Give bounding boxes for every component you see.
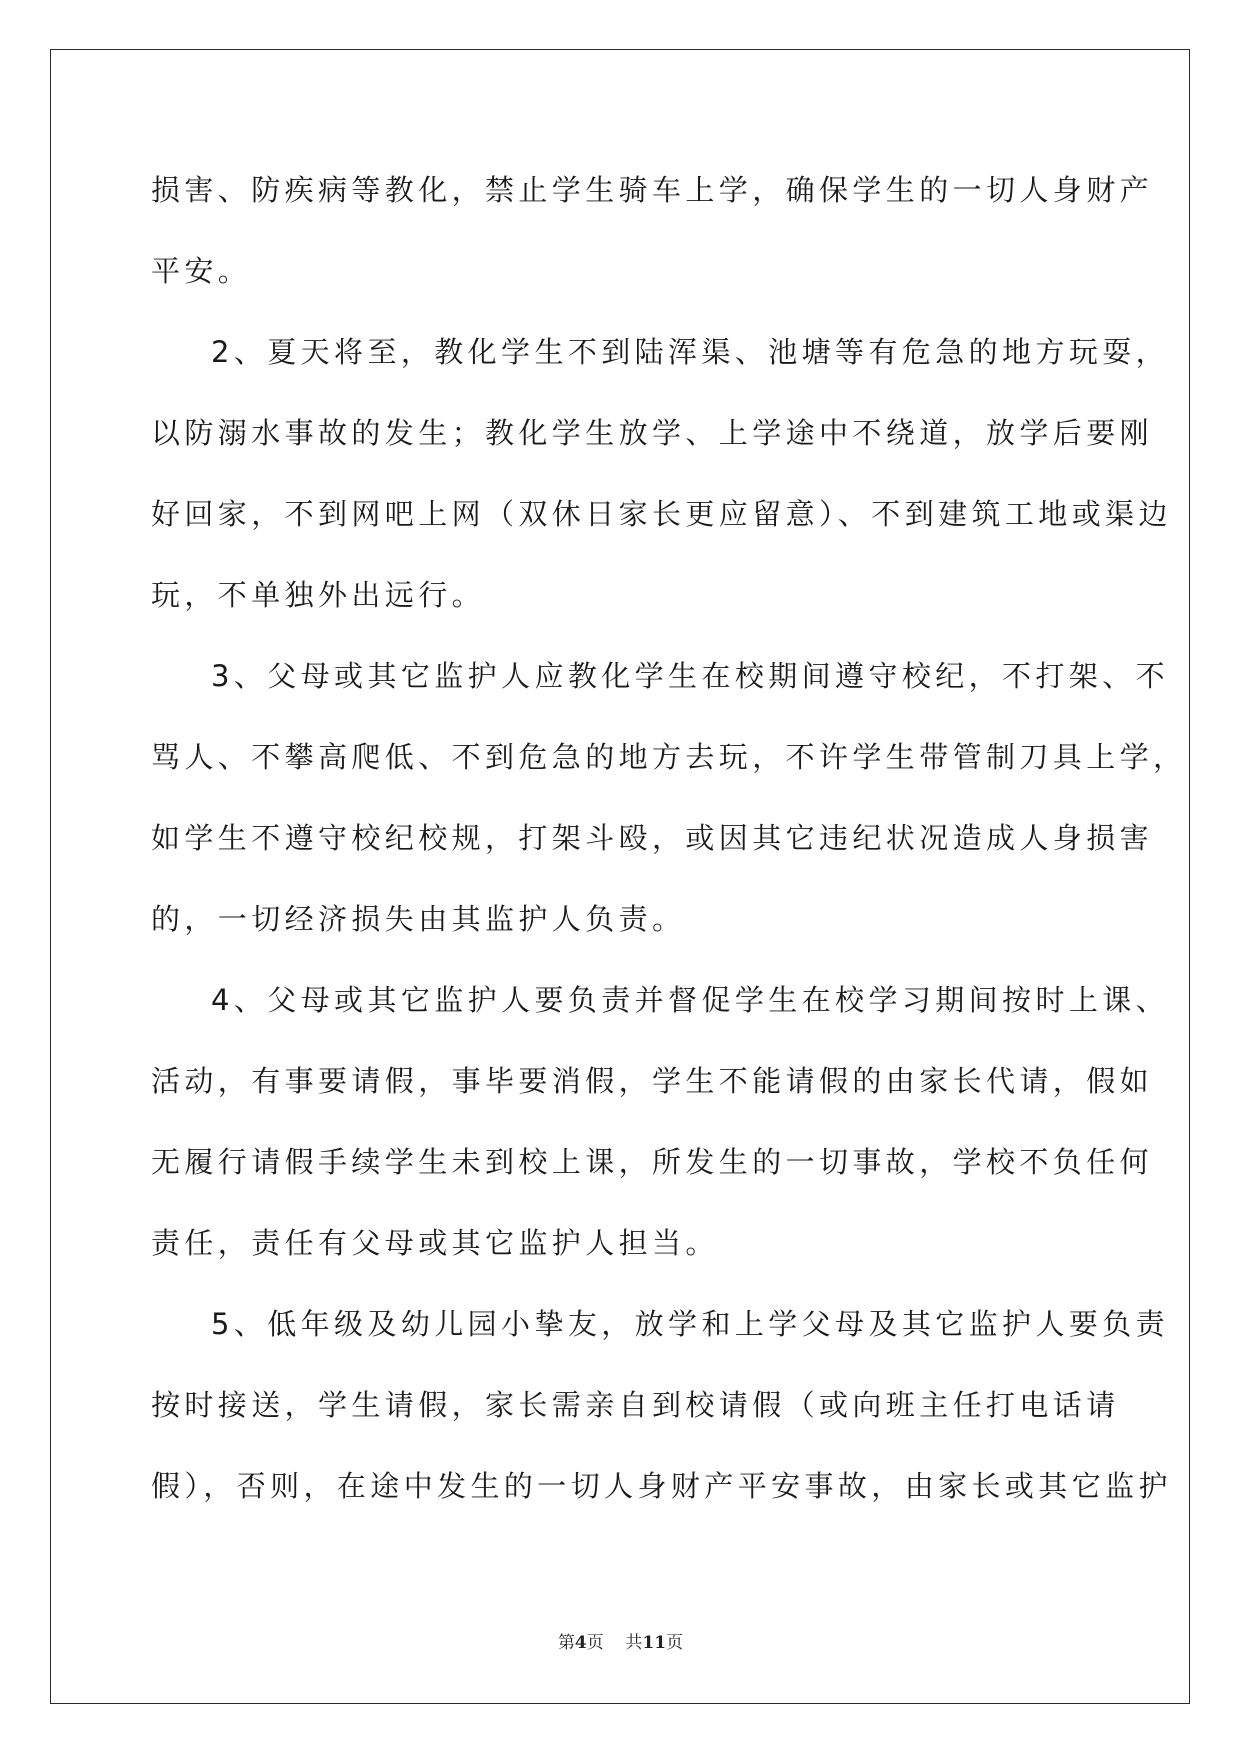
text-line: 玩，不单独外出远行。 — [151, 578, 486, 612]
footer-total-pages: 11 — [642, 1633, 667, 1653]
text-line: 的，一切经济损失由其监护人负责。 — [151, 902, 686, 936]
text-line: 5、低年级及幼儿园小挚友，放学和上学父母及其它监护人要负责 — [211, 1307, 1170, 1341]
text-line: 3、父母或其它监护人应教化学生在校期间遵守校纪，不打架、不 — [211, 659, 1170, 693]
text-line: 2、夏天将至，教化学生不到陆浑渠、池塘等有危急的地方玩耍， — [211, 335, 1170, 369]
text-line: 责任，责任有父母或其它监护人担当。 — [151, 1226, 719, 1260]
text-line: 按时接送，学生请假，家长需亲自到校请假（或向班主任打电话请 — [151, 1388, 1120, 1422]
text-line: 假），否则，在途中发生的一切人身财产平安事故，由家长或其它监护 — [151, 1469, 1172, 1503]
text-line: 损害、防疾病等教化，禁止学生骑车上学，确保学生的一切人身财产 — [151, 173, 1154, 207]
text-line: 以防溺水事故的发生；教化学生放学、上学途中不绕道，放学后要刚 — [151, 416, 1154, 450]
text-line: 好回家，不到网吧上网（双休日家长更应留意）、不到建筑工地或渠边 — [151, 497, 1172, 531]
page-footer — [0, 1628, 1241, 1653]
text-line: 平安。 — [151, 254, 252, 288]
text-line: 骂人、不攀高爬低、不到危急的地方去玩，不许学生带管制刀具上学， — [151, 740, 1187, 774]
footer-page-suffix: 页 — [586, 1633, 604, 1653]
footer-page-prefix: 第 — [557, 1633, 575, 1653]
text-line: 无履行请假手续学生未到校上课，所发生的一切事故，学校不负任何 — [151, 1145, 1154, 1179]
footer-total-suffix: 页 — [666, 1633, 684, 1653]
text-line: 活动，有事要请假，事毕要消假，学生不能请假的由家长代请，假如 — [151, 1064, 1154, 1098]
footer-total-prefix: 共 — [625, 1633, 643, 1653]
text-line: 4、父母或其它监护人要负责并督促学生在校学习期间按时上课、 — [211, 983, 1170, 1017]
text-line: 如学生不遵守校纪校规，打架斗殴，或因其它违纪状况造成人身损害 — [151, 821, 1154, 855]
footer-page-number: 4 — [574, 1633, 587, 1653]
document-body — [151, 150, 1187, 1527]
